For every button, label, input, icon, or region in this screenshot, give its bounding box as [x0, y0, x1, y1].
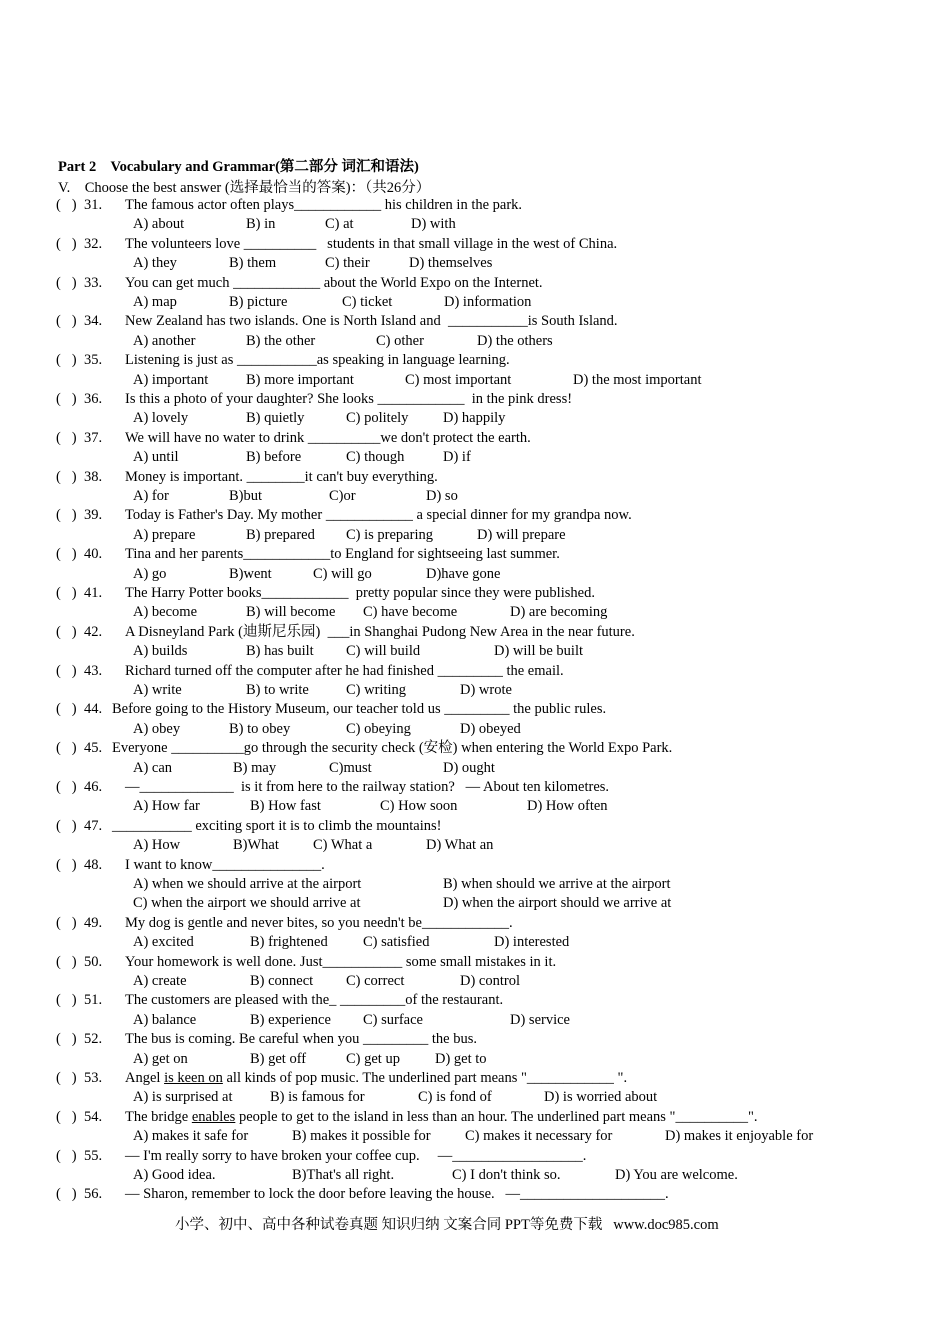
question-number: 50.: [84, 953, 103, 970]
option-c[interactable]: C) other: [376, 332, 424, 349]
question-number: 45.: [84, 740, 103, 757]
option-b[interactable]: B) to write: [246, 682, 309, 698]
answer-bracket[interactable]: ( ): [56, 235, 77, 252]
option-d[interactable]: D) control: [460, 973, 520, 989]
question-stem: [125, 991, 503, 1009]
question-51: [56, 991, 124, 1009]
answer-blank: ___: [327, 623, 350, 640]
option-c[interactable]: C) What a: [313, 837, 373, 854]
question-number: 44.: [84, 701, 103, 718]
stem-text: all kinds of pop music. The underlined part means ": [222, 1070, 527, 1086]
option-c[interactable]: C) writing: [346, 682, 407, 698]
stem-text: is it from here to the railway station? — About ten kilometres.: [233, 779, 610, 795]
option-d[interactable]: D) service: [510, 1011, 570, 1028]
option-a[interactable]: A) until: [133, 449, 179, 466]
stem-text: .: [665, 1186, 669, 1203]
option-c[interactable]: C) correct: [346, 973, 405, 989]
answer-bracket[interactable]: ( ): [56, 1108, 77, 1125]
option-a[interactable]: A) excited: [133, 934, 194, 951]
question-stem: [125, 856, 325, 874]
option-d[interactable]: D) when the airport should we arrive at: [443, 895, 672, 912]
option-c[interactable]: C) will build: [346, 643, 421, 660]
underlined-phrase: is keen on: [164, 1070, 223, 1086]
question-number: 39.: [84, 507, 103, 524]
option-c[interactable]: C) surface: [363, 1011, 423, 1028]
option-a[interactable]: A) lovely: [133, 410, 189, 427]
answer-blank: __________: [171, 740, 244, 757]
question-stem: [125, 1069, 627, 1087]
stem-text: New Zealand has two islands. One is North Island and: [125, 313, 448, 330]
stem-text: Everyone: [112, 740, 172, 757]
question-50: [56, 953, 124, 971]
question-stem: [125, 545, 560, 563]
option-d[interactable]: D) will be built: [494, 643, 584, 660]
stem-text: My dog is gentle and never bites, so you needn't be: [125, 914, 422, 931]
option-c[interactable]: C) at: [325, 216, 354, 233]
answer-blank: ____________: [377, 391, 465, 407]
option-a[interactable]: A) go: [133, 565, 167, 582]
question-56: [56, 1185, 124, 1203]
option-c[interactable]: C) I don't think so.: [452, 1167, 561, 1183]
question-37: [56, 429, 124, 447]
answer-bracket[interactable]: ( ): [56, 740, 77, 757]
option-d[interactable]: D) You are welcome.: [615, 1167, 738, 1183]
question-45: [56, 739, 102, 757]
option-a[interactable]: A) create: [133, 973, 187, 989]
question-34: [56, 312, 124, 330]
answer-bracket[interactable]: ( ): [56, 817, 77, 834]
stem-text: Your homework is well done. Just: [125, 953, 323, 970]
stem-text: his children in the park.: [381, 197, 523, 213]
question-stem: [125, 778, 609, 796]
question-38: [56, 468, 124, 486]
answer-bracket[interactable]: ( ): [56, 856, 77, 873]
answer-bracket[interactable]: ( ): [56, 953, 77, 970]
option-a[interactable]: A) they: [133, 255, 177, 272]
question-stem: [125, 914, 513, 932]
answer-blank: ____________: [261, 585, 349, 601]
stem-text: A Disneyland Park (迪斯尼乐园): [125, 623, 328, 640]
answer-bracket[interactable]: ( ): [56, 1147, 77, 1164]
option-d[interactable]: D) interested: [494, 934, 570, 951]
question-stem: [112, 700, 606, 718]
question-46: [56, 778, 124, 796]
option-d[interactable]: D) wrote: [460, 682, 512, 698]
question-35: [56, 351, 124, 369]
answer-blank: __________: [675, 1108, 748, 1125]
question-stem: [125, 351, 510, 369]
option-b[interactable]: B) them: [229, 255, 277, 272]
question-number: 56.: [84, 1186, 103, 1203]
question-number: 43.: [84, 662, 103, 679]
question-stem: [125, 1030, 477, 1048]
question-stem: [125, 1108, 758, 1126]
stem-text: Before going to the History Museum, our teacher told us: [112, 701, 445, 718]
answer-blank: _________: [340, 992, 406, 1009]
option-b[interactable]: B) to obey: [229, 720, 291, 737]
answer-bracket[interactable]: ( ): [56, 197, 77, 213]
option-b[interactable]: B) when should we arrive at the airport: [443, 876, 671, 892]
stem-text: Today is Father's Day. My mother: [125, 507, 326, 524]
answer-blank: ____________________: [520, 1186, 666, 1203]
option-b[interactable]: B)What: [233, 837, 279, 854]
option-c[interactable]: C) though: [346, 449, 405, 466]
stem-text: — Sharon, remember to lock the door before leaving the house. —: [125, 1186, 521, 1203]
answer-bracket[interactable]: ( ): [56, 546, 77, 563]
option-a[interactable]: A) important: [133, 371, 209, 388]
answer-blank: ___________: [112, 817, 192, 834]
answer-bracket[interactable]: ( ): [56, 429, 77, 446]
stem-text: Angel: [125, 1070, 165, 1086]
option-b[interactable]: B) connect: [250, 973, 314, 989]
stem-text: Tina and her parents: [125, 546, 244, 563]
stem-text: a special dinner for my grandpa now.: [412, 507, 632, 524]
stem-text: The bus is coming. Be careful when you: [125, 1031, 363, 1048]
question-stem: [125, 662, 564, 680]
question-stem: [125, 196, 522, 214]
answer-blank: ________: [246, 468, 305, 485]
answer-bracket[interactable]: ( ): [56, 391, 77, 407]
stem-text: .: [321, 856, 325, 873]
underlined-phrase: enables: [191, 1108, 236, 1125]
question-number: 42.: [84, 623, 103, 640]
question-stem: [125, 390, 572, 408]
stem-text: ".: [613, 1070, 628, 1086]
option-d[interactable]: D) are becoming: [510, 604, 608, 621]
answer-bracket[interactable]: ( ): [56, 585, 77, 601]
option-b[interactable]: B) will become: [246, 604, 336, 621]
option-c[interactable]: C) have become: [363, 604, 458, 621]
answer-bracket[interactable]: ( ): [56, 352, 77, 369]
option-d[interactable]: D) with: [411, 216, 456, 233]
question-number: 31.: [84, 197, 103, 213]
option-d[interactable]: D) is worried about: [544, 1089, 658, 1106]
option-b[interactable]: B) has built: [246, 643, 314, 660]
question-stem: [125, 1185, 669, 1203]
answer-bracket[interactable]: ( ): [56, 623, 77, 640]
question-number: 51.: [84, 992, 103, 1009]
stem-text: .: [582, 1147, 587, 1164]
answer-bracket[interactable]: ( ): [56, 313, 77, 330]
answer-blank: _______________: [212, 856, 322, 873]
stem-text: students in that small village in the west of China.: [316, 235, 618, 252]
question-39: [56, 506, 124, 524]
stem-text: is South Island.: [527, 313, 618, 330]
answer-bracket[interactable]: ( ): [56, 274, 77, 291]
stem-text: Money is important.: [125, 468, 247, 485]
answer-blank: ____________: [325, 507, 413, 524]
question-55: [56, 1147, 124, 1165]
option-a[interactable]: A) makes it safe for: [133, 1128, 249, 1145]
stem-text: Listening is just as: [125, 352, 237, 369]
option-b[interactable]: B) quietly: [246, 410, 305, 427]
option-b[interactable]: B) the other: [246, 332, 316, 349]
stem-text: about the World Expo on the Internet.: [320, 274, 543, 291]
option-c[interactable]: C) ticket: [342, 294, 393, 310]
answer-blank: _________: [362, 1031, 429, 1048]
question-stem: [112, 739, 672, 757]
option-d[interactable]: D) How often: [527, 798, 608, 815]
question-stem: [112, 817, 441, 835]
option-a[interactable]: A) become: [133, 604, 198, 621]
question-stem: [125, 506, 632, 524]
option-a[interactable]: A) when we should arrive at the airport: [133, 876, 362, 892]
answer-blank: _________: [444, 701, 510, 718]
question-number: 33.: [84, 274, 103, 291]
option-b[interactable]: B) may: [233, 759, 277, 776]
option-b[interactable]: B) get off: [250, 1050, 307, 1067]
part-title: Part 2 Vocabulary and Grammar(第二部分 词汇和语法): [58, 159, 419, 175]
stem-text: You can get much: [125, 274, 234, 291]
stem-text: I want to know: [125, 856, 213, 873]
option-b[interactable]: B) experience: [250, 1011, 331, 1028]
question-54: [56, 1108, 124, 1126]
option-a[interactable]: A) about: [133, 216, 185, 233]
question-number: 38.: [84, 468, 103, 485]
answer-blank: _____________: [139, 779, 234, 795]
answer-blank: ___________: [322, 953, 403, 970]
option-a[interactable]: A) write: [133, 682, 182, 698]
answer-bracket[interactable]: ( ): [56, 468, 77, 485]
answer-bracket[interactable]: ( ): [56, 507, 77, 524]
stem-text: ".: [747, 1108, 758, 1125]
option-d[interactable]: D) What an: [426, 837, 494, 854]
option-a[interactable]: A) can: [133, 759, 173, 776]
answer-blank: __________: [307, 429, 381, 446]
question-41: [56, 584, 124, 602]
stem-text: the public rules.: [509, 701, 607, 718]
option-b[interactable]: B)That's all right.: [292, 1167, 395, 1183]
stem-text: The Harry Potter books: [125, 585, 262, 601]
option-b[interactable]: B) is famous for: [270, 1089, 365, 1106]
question-stem: [125, 235, 617, 253]
question-stem: [125, 1147, 586, 1165]
question-number: 32.: [84, 235, 103, 252]
option-c[interactable]: C) makes it necessary for: [465, 1128, 613, 1145]
option-a[interactable]: A) get on: [133, 1050, 188, 1067]
option-d[interactable]: D) happily: [443, 410, 506, 427]
option-d[interactable]: D) makes it enjoyable for: [665, 1128, 814, 1145]
answer-bracket[interactable]: ( ): [56, 914, 77, 931]
option-d[interactable]: D) get to: [435, 1050, 487, 1067]
question-number: 48.: [84, 856, 103, 873]
question-49: [56, 914, 124, 932]
stem-text: exciting sport it is to climb the mountains!: [191, 817, 442, 834]
question-40: [56, 545, 124, 563]
option-a[interactable]: A) Good idea.: [133, 1167, 216, 1183]
answer-blank: __________: [243, 235, 317, 252]
option-c[interactable]: C) will go: [313, 565, 372, 582]
option-a[interactable]: A) is surprised at: [133, 1089, 233, 1106]
question-stem: [125, 429, 531, 447]
question-number: 52.: [84, 1031, 103, 1048]
option-b[interactable]: B) more important: [246, 371, 354, 388]
question-31: [56, 196, 124, 214]
option-a[interactable]: A) How far: [133, 798, 200, 815]
question-stem: [125, 623, 635, 641]
stem-text: We will have no water to drink: [125, 429, 308, 446]
answer-blank: ____________: [294, 197, 382, 213]
option-b[interactable]: B) picture: [229, 294, 288, 310]
option-b[interactable]: B) How fast: [250, 798, 321, 815]
question-number: 37.: [84, 429, 103, 446]
question-number: 53.: [84, 1070, 103, 1086]
answer-bracket[interactable]: ( ): [56, 662, 77, 679]
answer-bracket[interactable]: ( ): [56, 701, 77, 718]
option-d[interactable]: D) if: [443, 449, 471, 466]
stem-text: the bus.: [428, 1031, 477, 1048]
answer-bracket[interactable]: ( ): [56, 1070, 77, 1086]
option-c[interactable]: C) is fond of: [418, 1089, 492, 1106]
stem-text: go through the security check (安检) when entering the World Expo Park.: [243, 740, 673, 757]
stem-text: .: [508, 914, 513, 931]
question-53: [56, 1069, 124, 1087]
option-c[interactable]: C) most important: [405, 371, 512, 388]
stem-text: to England for sightseeing last summer.: [330, 546, 560, 563]
question-number: 35.: [84, 352, 103, 369]
answer-bracket[interactable]: ( ): [56, 1031, 77, 1048]
option-a[interactable]: A) prepare: [133, 526, 196, 543]
option-d[interactable]: D) obeyed: [460, 720, 521, 737]
option-c[interactable]: C)or: [329, 488, 356, 504]
option-b[interactable]: B) prepared: [246, 526, 315, 543]
option-c[interactable]: C)must: [329, 759, 372, 776]
option-d[interactable]: D) ought: [443, 759, 495, 776]
stem-text: in the pink dress!: [464, 391, 573, 407]
option-c[interactable]: C) How soon: [380, 798, 458, 815]
option-d[interactable]: D) will prepare: [477, 526, 566, 543]
stem-text: —: [125, 779, 140, 795]
question-stem: [125, 584, 595, 602]
question-48: [56, 856, 124, 874]
answer-blank: _________: [437, 662, 503, 679]
option-c[interactable]: C) get up: [346, 1050, 400, 1067]
stem-text: The customers are pleased with the_: [125, 992, 341, 1009]
answer-blank: __________________: [452, 1147, 583, 1164]
option-c[interactable]: C) when the airport we should arrive at: [133, 895, 361, 912]
stem-text: we don't protect the earth.: [380, 429, 531, 446]
option-a[interactable]: A) How: [133, 837, 181, 854]
stem-text: Is this a photo of your daughter? She looks: [125, 391, 378, 407]
answer-blank: ____________: [526, 1070, 614, 1086]
question-stem: [125, 953, 556, 971]
question-47: [56, 817, 102, 835]
stem-text: the email.: [502, 662, 564, 679]
stem-text: The bridge: [125, 1108, 192, 1125]
answer-bracket[interactable]: ( ): [56, 779, 77, 795]
question-number: 55.: [84, 1147, 103, 1164]
option-a[interactable]: A) obey: [133, 720, 181, 737]
option-d[interactable]: D) themselves: [409, 255, 493, 272]
question-number: 46.: [84, 779, 103, 795]
answer-blank: ___________: [447, 313, 528, 330]
question-stem: [125, 312, 618, 330]
question-number: 54.: [84, 1108, 103, 1125]
option-d[interactable]: D) the others: [477, 332, 553, 349]
question-43: [56, 662, 124, 680]
option-d[interactable]: D)have gone: [426, 565, 501, 582]
option-b[interactable]: B) before: [246, 449, 302, 466]
option-d[interactable]: D) so: [426, 488, 458, 504]
option-b[interactable]: B) in: [246, 216, 276, 233]
stem-text: in Shanghai Pudong New Area in the near future.: [349, 623, 635, 640]
stem-text: pretty popular since they were published.: [348, 585, 595, 601]
answer-bracket[interactable]: ( ): [56, 1186, 77, 1203]
option-a[interactable]: A) another: [133, 332, 196, 349]
option-b[interactable]: B)went: [229, 565, 272, 582]
option-a[interactable]: A) map: [133, 294, 177, 310]
option-c[interactable]: C) is preparing: [346, 526, 433, 543]
question-36: [56, 390, 124, 408]
question-number: 49.: [84, 914, 103, 931]
stem-text: The volunteers love: [125, 235, 244, 252]
option-a[interactable]: A) for: [133, 488, 169, 504]
question-stem: [125, 468, 438, 486]
question-44: [56, 700, 102, 718]
option-a[interactable]: A) balance: [133, 1011, 197, 1028]
stem-text: The famous actor often plays: [125, 197, 295, 213]
question-33: [56, 274, 124, 292]
footer-text: 小学、初中、高中各种试卷真题 知识归纳 文案合同 PPT等免费下载 www.doc985.com: [175, 1217, 719, 1233]
option-d[interactable]: D) the most important: [573, 371, 702, 388]
question-number: 40.: [84, 546, 103, 563]
stem-text: people to get to the island in less than an hour. The underlined part means ": [235, 1108, 676, 1125]
answer-bracket[interactable]: ( ): [56, 992, 77, 1009]
stem-text: some small mistakes in it.: [402, 953, 557, 970]
section-title: V. Choose the best answer (选择最恰当的答案)：（共26分）: [58, 180, 431, 196]
question-number: 47.: [84, 817, 103, 834]
answer-blank: ____________: [243, 546, 331, 563]
option-b[interactable]: B) frightened: [250, 934, 328, 951]
question-52: [56, 1030, 124, 1048]
stem-text: it can't buy everything.: [304, 468, 438, 485]
option-d[interactable]: D) information: [444, 294, 532, 310]
question-number: 36.: [84, 391, 103, 407]
stem-text: as speaking in language learning.: [316, 352, 510, 369]
option-b[interactable]: B) makes it possible for: [292, 1128, 431, 1145]
option-c[interactable]: C) obeying: [346, 720, 411, 737]
option-b[interactable]: B)but: [229, 488, 263, 504]
question-32: [56, 235, 124, 253]
stem-text: Richard turned off the computer after he had finished: [125, 662, 438, 679]
option-a[interactable]: A) builds: [133, 643, 188, 660]
stem-text: of the restaurant.: [405, 992, 504, 1009]
stem-text: — I'm really sorry to have broken your coffee cup. —: [125, 1147, 453, 1164]
question-42: [56, 623, 124, 641]
answer-blank: ___________: [236, 352, 317, 369]
question-number: 34.: [84, 313, 103, 330]
answer-blank: ____________: [421, 914, 509, 931]
option-c[interactable]: C) their: [325, 255, 370, 272]
option-c[interactable]: C) politely: [346, 410, 409, 427]
question-number: 41.: [84, 585, 103, 601]
answer-blank: ____________: [233, 274, 321, 291]
option-c[interactable]: C) satisfied: [363, 934, 430, 951]
question-stem: [125, 274, 543, 292]
